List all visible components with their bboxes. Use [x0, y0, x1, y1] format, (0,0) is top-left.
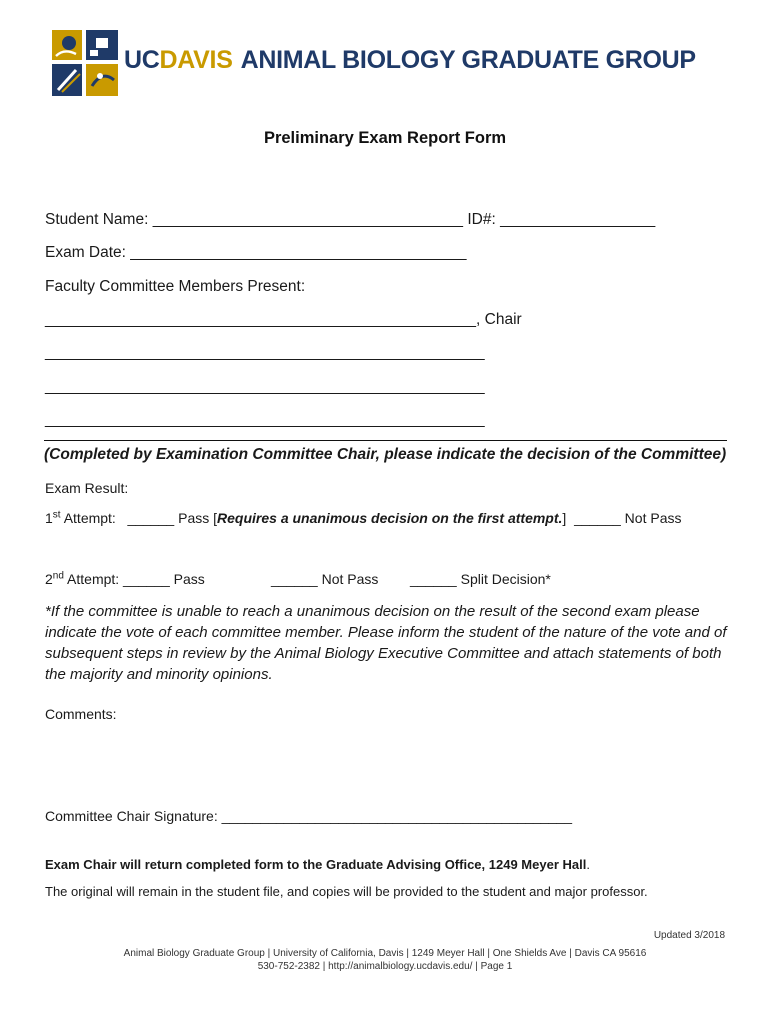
second-attempt-split: ______ Split Decision* — [410, 571, 551, 587]
second-attempt-ordinal: 2 — [45, 571, 53, 587]
return-instruction-row — [45, 857, 590, 872]
member-line: ___________________________________________________ — [45, 344, 485, 361]
footer-address: Animal Biology Graduate Group | University of California, Davis | 1249 Meyer Hall | One Shields Ave | Davis CA 95616 — [123, 948, 647, 959]
return-period: . — [586, 857, 590, 872]
exam-date-field: Exam Date: _______________________________________ — [45, 244, 467, 261]
comments-label: Comments: — [45, 706, 117, 722]
first-attempt-ordinal: 1 — [45, 510, 53, 526]
return-instruction: Exam Chair will return completed form to the Graduate Advising Office, 1249 Meyer Hall — [45, 857, 587, 872]
page-title: Preliminary Exam Report Form — [263, 129, 507, 147]
first-attempt-not-pass: ] ______ Not Pass — [562, 510, 682, 526]
brand-uc: UC — [124, 46, 160, 74]
footer-contact: 530-752-2382 | http://animalbiology.ucdavis.edu/ | Page 1 — [257, 961, 513, 972]
student-name-field: Student Name: ____________________________________ ID#: __________________ — [45, 211, 656, 228]
member-line: ___________________________________________________ — [45, 378, 485, 395]
second-attempt-not-pass: ______ Not Pass — [271, 571, 379, 587]
first-attempt-suffix: st — [52, 509, 61, 521]
second-attempt-suffix: nd — [52, 570, 64, 582]
second-attempt-pass: Attempt: ______ Pass — [63, 571, 205, 587]
signature-line: Committee Chair Signature: _____________________________________________ — [45, 808, 573, 824]
chair-line: __________________________________________________, Chair — [45, 311, 522, 328]
member-line: ___________________________________________________ — [45, 411, 485, 428]
exam-result-label: Exam Result: — [45, 480, 129, 496]
brand-davis: DAVIS — [159, 46, 233, 74]
committee-label: Faculty Committee Members Present: — [45, 278, 306, 295]
brand-wordmark — [124, 46, 696, 75]
updated-date: Updated 3/2018 — [653, 930, 725, 941]
second-attempt-row — [45, 571, 205, 587]
split-decision-note: *If the committee is unable to reach a unanimous decision on the result of the second exam please indicate the vote of each committee member. Please inform the student of the nature of the vote and of subsequent steps in review by the Animal Biology Executive Committee and attach statements of both the majority and minority opinions. — [45, 603, 727, 683]
first-attempt-row — [45, 510, 681, 526]
first-attempt-label: Attempt: ______ Pass [ — [60, 510, 218, 526]
section-divider — [44, 440, 727, 441]
original-note: The original will remain in the student file, and copies will be provided to the student and major professor. — [45, 884, 648, 899]
ucdavis-logo-icon — [52, 30, 118, 96]
first-attempt-requirement: Requires a unanimous decision on the first attempt. — [217, 510, 563, 526]
brand-group: ANIMAL BIOLOGY GRADUATE GROUP — [240, 46, 696, 74]
section-heading: (Completed by Examination Committee Chair, please indicate the decision of the Committee) — [44, 446, 727, 463]
